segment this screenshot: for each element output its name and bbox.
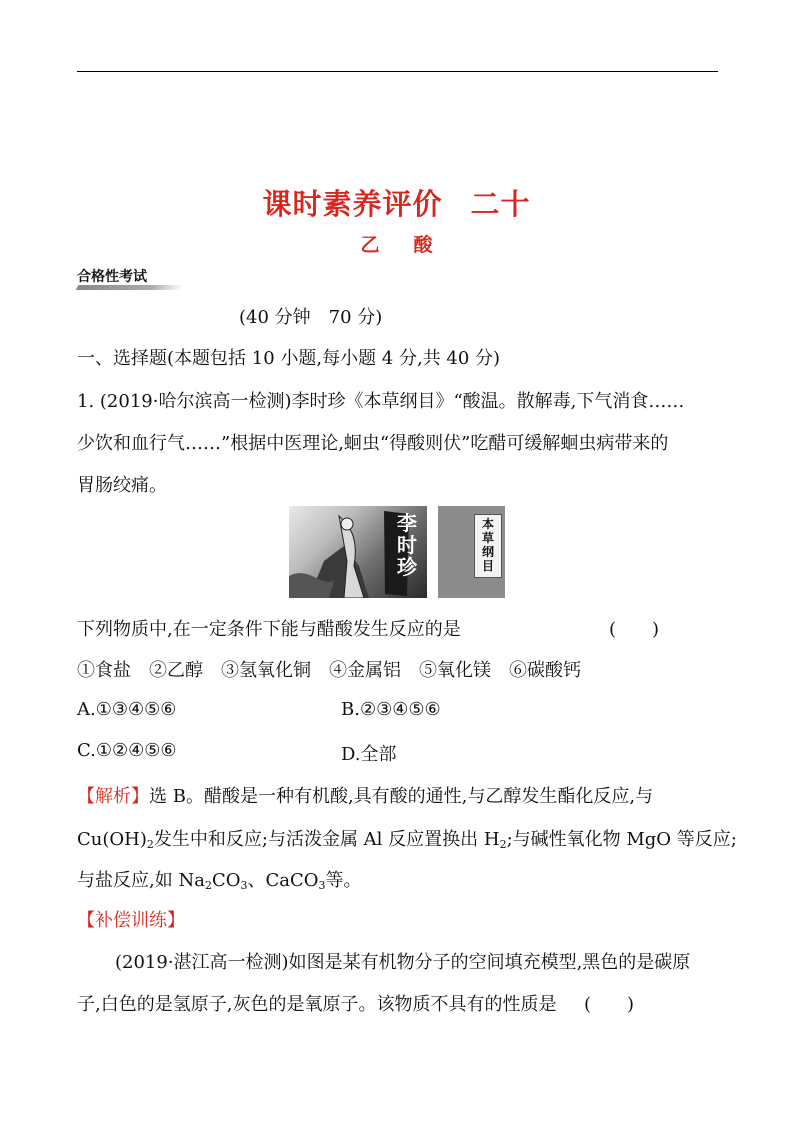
q1-items: ①食盐 ②乙醇 ③氢氧化铜 ④金属铝 ⑤氧化镁 ⑥碳酸钙 <box>77 660 581 681</box>
analysis-text-3c: CO <box>211 870 241 891</box>
q1-option-d: D.全部 <box>341 744 397 765</box>
li-shizhen-image-caption: 李时珍 <box>397 511 417 579</box>
q1-option-a: A.①③④⑤⑥ <box>77 699 177 720</box>
header-rule <box>77 71 718 72</box>
q1-stem: 下列物质中,在一定条件下能与醋酸发生反应的是 <box>77 619 461 640</box>
analysis-line-3 <box>77 866 362 892</box>
analysis-text-3e: 、CaCO <box>247 870 319 891</box>
supplement-tag: 【补偿训练】 <box>77 910 185 931</box>
q1-answer-bracket: ( ) <box>609 619 660 640</box>
page-subtitle <box>0 230 793 257</box>
q1-text-line-3: 胃肠绞痛。 <box>77 475 167 496</box>
subtitle-char-2: 酸 <box>413 234 433 256</box>
analysis-text-1: 选 B。醋酸是一种有机酸,具有酸的通性,与乙醇发生酯化反应,与 <box>149 786 654 807</box>
q1-text-line-2: 少饮和血行气……”根据中医理论,蛔虫“得酸则伏”吃醋可缓解蛔虫病带来的 <box>77 433 669 454</box>
q1-text-line-1: 1. (2019·哈尔滨高一检测)李时珍《本草纲目》“酸温。散解毒,下气消食…… <box>77 391 685 412</box>
title-main: 课时素养评价 <box>262 187 443 221</box>
analysis-text-2c: 发生中和反应;与活泼金属 Al 反应置换出 H <box>153 829 500 850</box>
section-tag-label: 合格性考试 <box>77 269 147 285</box>
analysis-text-2a: Cu(OH) <box>77 829 147 850</box>
analysis-sub-2b: 2 <box>146 838 154 851</box>
q1-images <box>289 506 505 598</box>
q1-option-c: C.①②④⑤⑥ <box>77 740 177 761</box>
page-title <box>0 182 793 223</box>
supplement-line-2: 子,白色的是氢原子,灰色的是氧原子。该物质不具有的性质是 <box>77 994 557 1015</box>
section-tag-underline <box>76 285 184 290</box>
part1-heading: 一、选择题(本题包括 10 小题,每小题 4 分,共 40 分) <box>77 348 501 369</box>
bencao-gangmu-title: 本草纲目 <box>481 517 494 573</box>
q1-option-b: B.②③④⑤⑥ <box>341 699 441 720</box>
supplement-bracket: ( ) <box>584 994 635 1015</box>
supplement-line-1: (2019·湛江高一检测)如图是某有机物分子的空间填充模型,黑色的是碳原 <box>115 952 691 973</box>
analysis-sub-3f: 3 <box>318 879 326 892</box>
analysis-text-3a: 与盐反应,如 Na <box>77 870 205 891</box>
analysis-tag: 【解析】 <box>77 786 149 807</box>
title-number: 二十 <box>470 187 531 221</box>
analysis-text-3g: 等。 <box>325 870 362 891</box>
time-info: (40 分钟 70 分) <box>239 307 383 328</box>
bencao-gangmu-cover-label <box>474 514 502 578</box>
section-tag <box>77 268 197 290</box>
analysis-line-1 <box>77 782 653 808</box>
analysis-line-2 <box>77 825 737 851</box>
analysis-text-2e: ;与碱性氧化物 MgO 等反应; <box>506 829 737 850</box>
li-shizhen-image <box>289 506 427 598</box>
analysis-sub-3d: 3 <box>240 879 248 892</box>
bencao-gangmu-cover <box>438 506 505 598</box>
analysis-sub-3b: 2 <box>204 879 212 892</box>
subtitle-char-1: 乙 <box>360 234 380 256</box>
analysis-sub-2d: 2 <box>499 838 507 851</box>
